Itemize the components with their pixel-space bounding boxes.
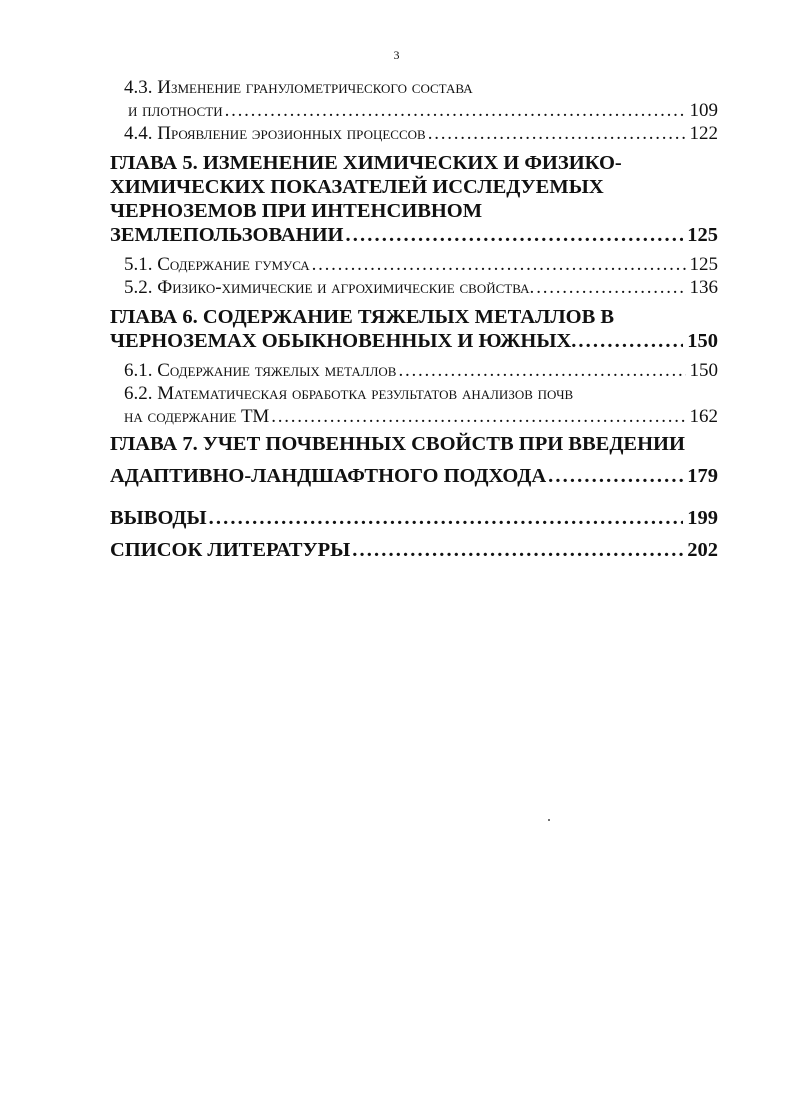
toc-references: [110, 534, 718, 566]
toc-entry-4-3: [110, 76, 718, 99]
chapter-title-line: ХИМИЧЕСКИХ ПОКАЗАТЕЛЕЙ ИССЛЕДУЕМЫХ: [110, 176, 604, 198]
dot-leader: [271, 405, 685, 428]
chapter-title-line: АДАПТИВНО-ЛАНДШАФТНОГО ПОДХОДА: [110, 465, 547, 487]
toc-chapter-7: [110, 428, 718, 492]
toc-entry-title: на содержание ТМ: [124, 406, 270, 427]
toc-entry-title: ВЫВОДЫ: [110, 507, 207, 529]
dot-leader: [346, 223, 684, 247]
toc-chapter-6: [110, 305, 718, 353]
dot-leader: [536, 276, 685, 299]
dot-leader: [578, 329, 683, 353]
toc-entry-title: СПИСОК ЛИТЕРАТУРЫ: [110, 539, 351, 561]
toc-entry-title: 6.1. Содержание тяжелых металлов: [124, 360, 397, 381]
dot-leader: [209, 502, 684, 534]
dot-leader: [398, 359, 685, 382]
dot-leader: [312, 253, 686, 276]
toc-entry-4-3-cont: [110, 99, 718, 122]
toc-page-number: 122: [689, 123, 718, 144]
chapter-title-line: ГЛАВА 5. ИЗМЕНЕНИЕ ХИМИЧЕСКИХ И ФИЗИКО-: [110, 152, 622, 174]
toc-page-number: 199: [687, 507, 718, 529]
toc-entry-5-2: [110, 276, 718, 299]
chapter-title-line: ЗЕМЛЕПОЛЬЗОВАНИИ: [110, 224, 344, 246]
page-number: 3: [393, 48, 400, 62]
toc-entry-6-2-cont: [110, 405, 718, 428]
toc-page-number: 125: [687, 224, 718, 246]
toc-page-number: 179: [687, 465, 718, 487]
table-of-contents: [110, 76, 718, 566]
toc-entry-title: 4.4. Проявление эрозионных процессов: [124, 123, 426, 144]
toc-page-number: 125: [689, 254, 718, 275]
dot-leader: [548, 460, 683, 492]
dot-leader: [352, 534, 683, 566]
toc-page-number: 202: [687, 539, 718, 561]
toc-page-number: 150: [687, 330, 718, 352]
toc-entry-title: 6.2. Математическая обработка результатов анализов почв: [124, 383, 574, 404]
toc-page-number: 162: [689, 406, 718, 427]
toc-entry-title: и плотности: [128, 100, 223, 121]
toc-page-number: 136: [689, 277, 718, 298]
toc-chapter-5: [110, 151, 718, 247]
toc-conclusions: [110, 502, 718, 534]
chapter-title-line: ГЛАВА 6. СОДЕРЖАНИЕ ТЯЖЕЛЫХ МЕТАЛЛОВ В: [110, 306, 615, 328]
toc-entry-4-4: [110, 122, 718, 145]
toc-page-number: 109: [689, 100, 718, 121]
toc-entry-5-1: [110, 253, 718, 276]
toc-entry-title: 5.1. Содержание гумуса: [124, 254, 310, 275]
chapter-title-line: ЧЕРНОЗЕМАХ ОБЫКНОВЕННЫХ И ЮЖНЫХ.: [110, 330, 577, 352]
dot-leader: [428, 122, 686, 145]
dot-leader: [225, 99, 686, 122]
scan-speck: [548, 819, 550, 821]
toc-entry-title: 4.3. Изменение гранулометрического состава: [124, 77, 473, 98]
chapter-title-line: ЧЕРНОЗЕМОВ ПРИ ИНТЕНСИВНОМ: [110, 200, 483, 222]
toc-entry-6-1: [110, 359, 718, 382]
toc-page-number: 150: [689, 360, 718, 381]
chapter-title-line: ГЛАВА 7. УЧЕТ ПОЧВЕННЫХ СВОЙСТВ ПРИ ВВЕДЕНИИ: [110, 433, 685, 455]
toc-entry-6-2: [110, 382, 718, 405]
toc-entry-title: 5.2. Физико-химические и агрохимические свойства.: [124, 277, 535, 298]
